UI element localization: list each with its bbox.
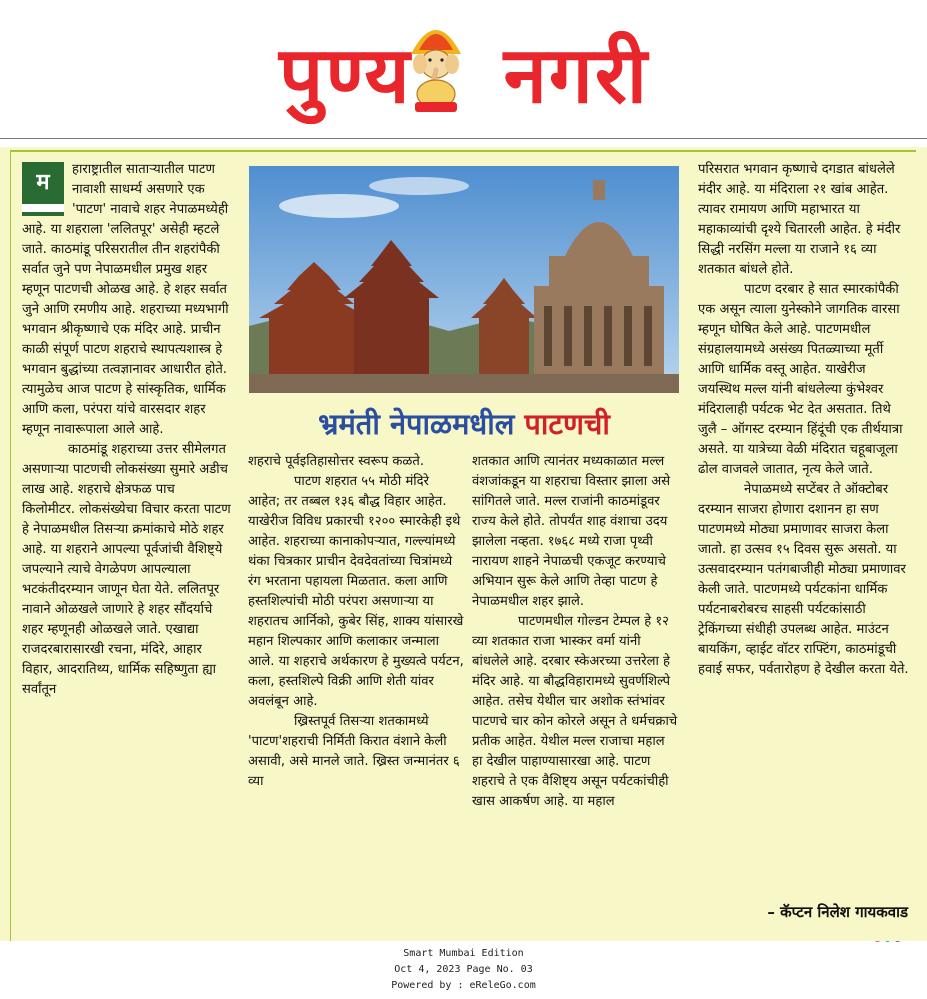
decorative-dots (874, 933, 908, 941)
paragraph: नेपाळमध्ये सप्टेंबर ते ऑक्टोबर दरम्यान साजरा होणारा दशानन हा सण पाटणमध्ये मोठ्या प्रमाणावर साजरा केला जातो. हा उत्सव १५ दिवस सुरू असतो. या उत्सवादरम्यान पतंगबाजीही मोठ्या प्रमाणावर केली जाते. पाटणमध्ये पर्यटकांना धार्मिक पर्यटनाबरोबरच साहसी पर्यटकांसाठी ट्रेकिंगच्या संधीही उपलब्ध आहेत. माउंटन बायकिंग, व्हाईट वॉटर राफ्टिंग, काठमांडूची हवाई सफर, पर्वतारोहण हे देखील करता येते. (698, 482, 909, 677)
paragraph: पाटणमधील गोल्डन टेम्पल हे १२ व्या शतकात राजा भास्कर वर्मा यांनी बांधलेले आहे. दरबार स्केअरच्या उत्तरेला हे मंदिर आहे. या बौद्धविहारामध्ये सुवर्णशिल्पे आहेत. तसेच येथील चार अशोक स्तंभांवर पाटणचे चार कोन कोरले असून ते धर्मचक्राचे प्रतीक आहेत. येथील मल्ल राजाचा महाल हा देखील पाहाण्यासारखा आहे. पाटण शहराचे ते एक वैशिष्ट्य असून पर्यटकांचीही खास आकर्षण आहे. या महाल (472, 614, 678, 809)
article-headline (249, 398, 679, 448)
article-photo (249, 166, 679, 393)
left-accent-line (10, 151, 11, 941)
masthead-title-part1: पुण्य (279, 31, 412, 121)
headline-part1: भ्रमंती नेपाळमधील (318, 406, 515, 441)
byline: – कॅप्टन निलेश गायकवाड (767, 903, 908, 921)
paragraph: शहराचे पूर्वइतिहासोत्तर स्वरूप कळते. (248, 454, 425, 469)
article-column-3 (472, 452, 678, 812)
powered-by-label[interactable]: Powered by : eReleGo.com (391, 980, 536, 991)
edition-label: Smart Mumbai Edition (403, 948, 524, 959)
masthead-divider (0, 138, 927, 139)
paragraph: पाटण शहरात ५५ मोठी मंदिरे आहेत; तर तब्बल १३६ बौद्ध विहार आहेत. याखेरीज विविध प्रकारची १२०० स्मारकेही इथे आहेत. शहराच्या कानाकोपऱ्यात, गल्ल्यांमध्ये थंका चित्रकार प्राचीन देवदेवतांच्या चित्रांमध्ये रंग भरताना पहायला मिळतात. कला आणि हस्तशिल्पांची मोठी परंपरा असणाऱ्या या शहरातच आर्निको, कुबेर सिंह, शाक्य यांसारखे महान शिल्पकार आणि कलाकार जन्माला आले. या शहराचे अर्थकारण हे मुख्यत्वे पर्यटन, कला, हस्तशिल्पे विक्री आणि शेती यांवर अवलंबून आहे. (248, 474, 464, 709)
masthead (0, 0, 927, 138)
top-accent-line (10, 150, 916, 152)
article-column-4 (698, 160, 910, 680)
paragraph: पाटण दरबार हे सात स्मारकांपैकी एक असून त्याला युनेस्कोने जागतिक वारसा म्हणून घोषित केले आहे. पाटणमधील संग्रहालयामध्ये असंख्य पितळ्याच्या मूर्ती आणि धार्मिक वस्तू आहेत. याखेरीज जयस्थिथ मल्ल यांनी बांधलेल्या कुंभेश्वर मंदिरालाही पर्यटक भेट देत असतात. तिथे जुलै – ऑगस्ट दरम्यान हिंदूंची एक तीर्थयात्रा असते. या यात्रेच्या वेळी मंदिरात चहूबाजूला ढोल वाजवले जातात, नृत्य केले जाते. (698, 282, 903, 477)
paragraph: काठमांडू शहराच्या उत्तर सीमेलगत असणाऱ्या पाटणची लोकसंख्या सुमारे अडीच लाख आहे. शहराचे क्षेत्रफळ पाच किलोमीटर. लोकसंख्येचा विचार करता पाटण हे नेपाळमधील तिसऱ्या क्रमांकाचे मोठे शहर आहे. या शहराने आपल्या पूर्वजांची वैशिष्ट्ये जपल्याने त्याचे वेगळेपण आपल्याला भटकंतीदरम्यान जाणून घेता येते. ललितपूर नावाने ओळखले जाणारे हे शहर सौंदर्याचे शहर म्हणूनही ओळखले जाते. एखाद्या राजदरबारासारखी रचना, मंदिरे, आहार विहार, आदरातिथ्य, धार्मिक सहिष्णुता ह्या सर्वांतून (22, 442, 231, 697)
page-footer (0, 942, 927, 999)
paragraph: परिसरात भगवान कृष्णाचे दगडात बांधलेले मंदीर आहे. या मंदिराला २१ खांब आहेत. त्यावर रामायण आणि महाभारत या महाकाव्यांची दृश्ये चितारली आहेत. हे मंदीर सिद्धी नरसिंग मल्ला या राजाने १६ व्या शतकात बांधले होते. (698, 162, 901, 277)
paragraph: ख्रिस्तपूर्व तिसऱ्या शतकामध्ये 'पाटण'शहराची निर्मिती किरात वंशाने केली असावी, असे मानले जाते. ख्रिस्त जन्मानंतर ६ व्या (248, 714, 460, 789)
paragraph: शतकात आणि त्यानंतर मध्यकाळात मल्ल वंशजांकडून या शहराचा विस्तार झाला असे सांगितले जाते. मल्ल राजांनी काठमांडूवर राज्य केले होते. तोपर्यंत शाह वंशाचा उदय झालेला नव्हता. १७६८ मध्ये राजा पृथ्वी नारायण शाहने नेपाळची एकजूट करण्याचे अभियान सुरू केले आणि तेव्हा पाटण हे नेपाळमधील शहर झाले. (472, 454, 671, 609)
headline-part2: पाटणची (524, 406, 610, 441)
article-column-2 (248, 452, 464, 792)
article-column-1 (22, 160, 232, 700)
patan-durbar-square-photo (249, 166, 679, 393)
date-page-label: Oct 4, 2023 Page No. 03 (394, 964, 533, 975)
masthead-title-part2: नगरी (503, 31, 649, 121)
dropcap: म (22, 162, 64, 212)
paragraph: हाराष्ट्रातील साताऱ्यातील पाटण नावाशी साधर्म्य असणारे एक 'पाटण' नावाचे शहर नेपाळमध्येही आहे. या शहराला 'ललितपूर' असेही म्हटले जाते. काठमांडू परिसरातील तीन शहरांपैकी सर्वात जुने पण नेपाळमधील प्रमुख शहर म्हणून पाटणची ओळख आहे. हे शहर सर्वात जुने आणि रमणीय आहे. शहराच्या मध्यभागी भगवान श्रीकृष्णाचे एक मंदिर आहे. प्राचीन काळी संपूर्ण पाटण शहराचे स्थापत्यशास्त्र हे भगवान बुद्धांच्या तत्वज्ञानावर आधारीत होते. त्यामुळेच आज पाटण हे सांस्कृतिक, धार्मिक आणि कला, परंपरा यांचे वारसदार शहर म्हणून नावारूपाला आले आहे. (22, 162, 229, 437)
ganesha-icon (405, 10, 467, 116)
